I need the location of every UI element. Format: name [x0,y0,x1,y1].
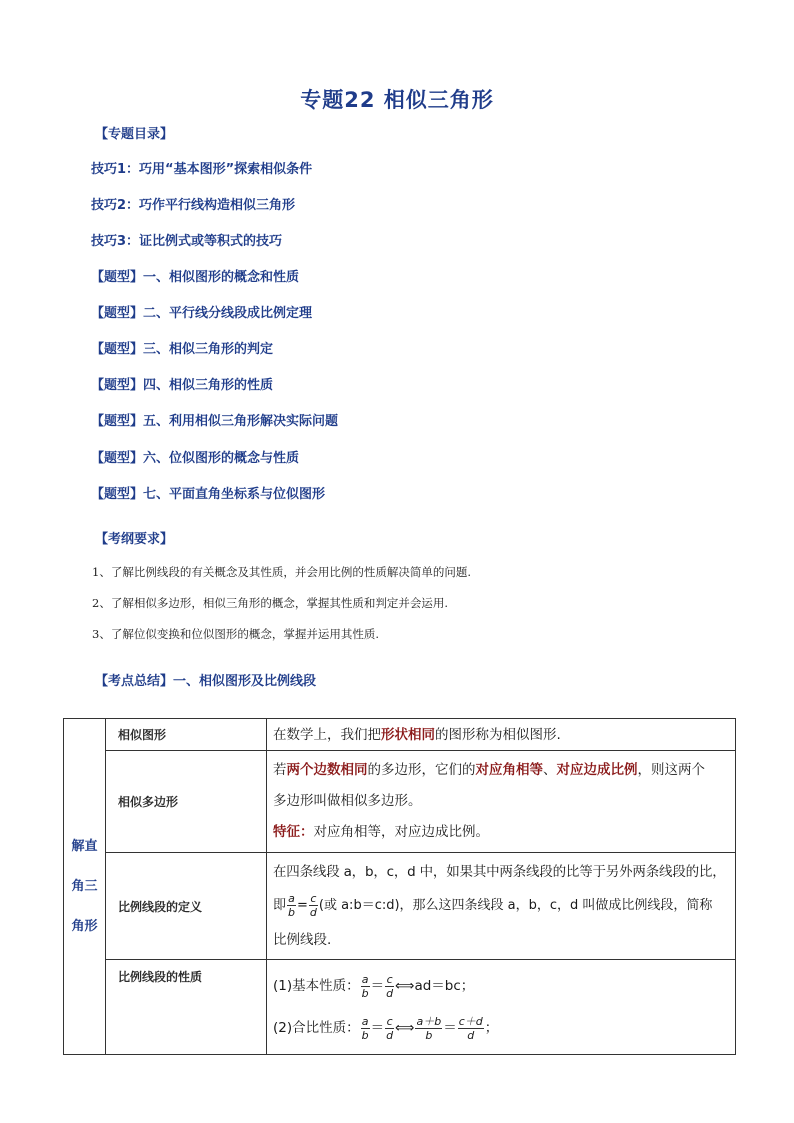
side-label: 解直 [71,838,98,854]
text: ； [484,1020,499,1036]
toc-item: 【题型】三、相似三角形的判定 [91,342,274,357]
numerator: a [288,892,295,905]
fraction [309,892,318,919]
emphasis-text: 对应边成比例 [556,762,638,778]
requirement-item: 2、了解相似多边形，相似三角形的概念，掌握其性质和判定并会运用. [92,596,448,610]
text: (或 a:b＝c:d)，那么这四条线段 a，b，c，d 叫做成比例线段，简称 [318,898,713,913]
text: ⟺ad＝bc； [395,978,475,994]
text: 即 [273,898,287,913]
toc-item: 技巧1：巧用“基本图形”探索相似条件 [91,162,313,177]
text: 的多边形，它们的 [367,762,476,778]
denominator: d [386,1028,394,1042]
denominator: b [361,986,369,1000]
paragraph: 比例线段. [273,932,332,948]
text: (2)合比性质： [273,1020,360,1036]
requirements-heading: 【考纲要求】 [95,532,174,547]
toc-item: 【题型】四、相似三角形的性质 [91,378,274,393]
paragraph: 在四条线段 a，b，c，d 中，如果其中两条线段的比等于另外两条线段的比， [273,864,726,880]
concept-proportion-properties: 比例线段的性质 [106,960,267,1055]
property-line: (1)基本性质： $\frac{a}{b}$ ＝ $\frac{c}{d}$ ⟺ad＝bc； [273,972,475,1000]
denominator: d [386,986,394,1000]
numerator: c [386,972,393,986]
paragraph [273,887,729,925]
desc-similar-figure [267,719,736,751]
side-label: 角三 [71,878,98,894]
fraction [385,1015,394,1042]
toc-item: 【题型】七、平面直角坐标系与位似图形 [91,487,326,502]
concept-similar-figure: 相似图形 [106,719,267,751]
desc-similar-polygon [267,751,736,853]
toc-item: 【题型】二、平行线分线段成比例定理 [91,306,313,321]
emphasis-text: 对应角相等 [475,762,543,778]
toc-item: 【题型】五、利用相似三角形解决实际问题 [91,414,339,429]
fraction [415,1015,442,1042]
fraction [385,973,394,1000]
text: 若 [273,762,287,778]
emphasis-text: 形状相同 [381,726,435,743]
text: 、 [543,762,557,778]
denominator: d [467,1028,475,1042]
paragraph [273,755,729,786]
side-label-cell [64,719,106,1055]
toc-item: 技巧3：证比例式或等积式的技巧 [91,234,283,249]
numerator: a [361,972,369,986]
numerator: c [386,1014,393,1028]
feature-label: 特征： [273,824,314,840]
summary-table [63,718,736,1055]
text: 对应角相等，对应边成比例。 [313,824,489,840]
numerator: c＋d [458,1014,483,1028]
denominator: b [288,906,295,919]
desc-proportion-definition [267,853,736,960]
numerator: c [310,892,317,905]
equals-sign: = [297,898,308,913]
paragraph [273,817,729,848]
property-line: (2)合比性质： $\frac{a}{b}$ ＝ $\frac{c}{d}$ ⟺ $\frac{a+b}{b}$ ＝ $\frac{c+d}{d}$ ； [273,1014,499,1042]
side-label: 角形 [71,918,98,934]
paragraph: 多边形叫做相似多边形。 [273,793,422,809]
page-title: 专题22 相似三角形 [300,88,494,112]
numerator: a＋b [416,1014,442,1028]
concept-similar-polygon: 相似多边形 [106,751,267,853]
fraction [361,973,370,1000]
fraction [287,892,296,919]
toc-item: 技巧2：巧作平行线构造相似三角形 [91,198,296,213]
summary-heading: 【考点总结】一、相似图形及比例线段 [95,674,317,689]
requirement-item: 3、了解位似变换和位似图形的概念，掌握并运用其性质. [92,627,379,641]
desc-proportion-properties [267,960,736,1055]
denominator: b [425,1028,433,1042]
requirement-item: 1、了解比例线段的有关概念及其性质，并会用比例的性质解决简单的问题. [92,565,471,579]
fraction [458,1015,484,1042]
text: ，则这两个 [637,762,705,778]
toc-item: 【题型】六、位似图形的概念与性质 [91,451,300,466]
fraction [361,1015,370,1042]
text: 的图形称为相似图形. [435,726,561,743]
emphasis-text: 两个边数相同 [286,762,368,778]
text: (1)基本性质： [273,978,360,994]
text: 在数学上，我们把 [273,726,381,743]
denominator: d [309,906,317,919]
toc-item: 【题型】一、相似图形的概念和性质 [91,270,300,285]
toc-heading: 【专题目录】 [95,127,174,142]
concept-proportion-definition: 比例线段的定义 [106,853,267,960]
numerator: a [361,1014,369,1028]
denominator: b [361,1028,369,1042]
